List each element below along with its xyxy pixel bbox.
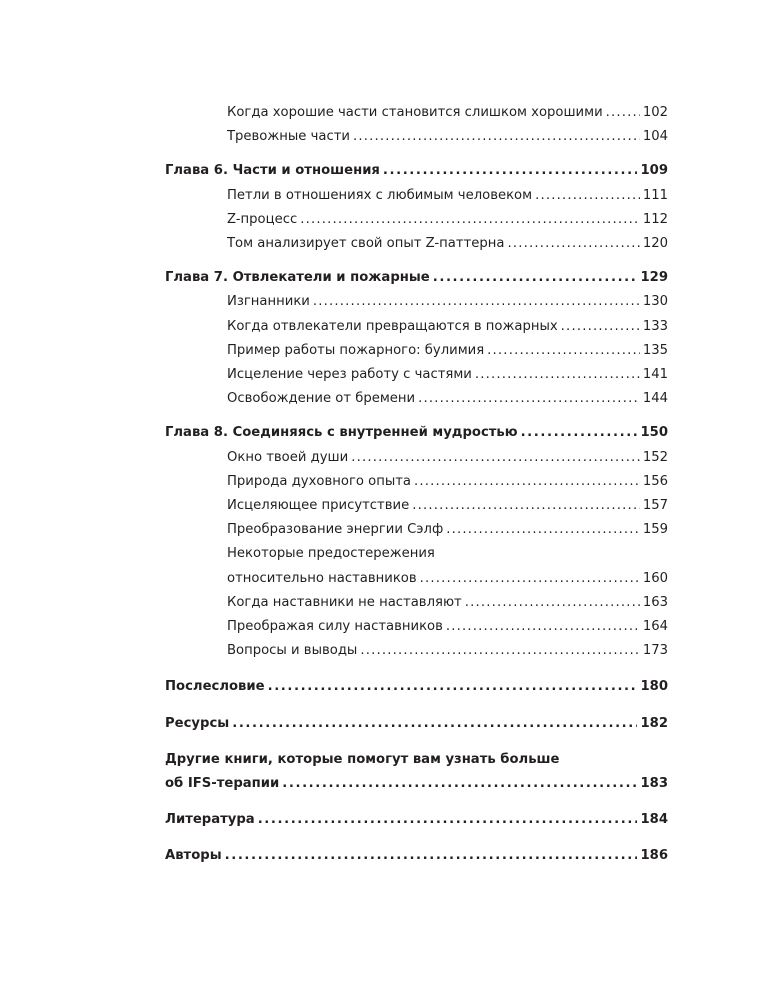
toc-entry[interactable] xyxy=(165,315,668,339)
toc-entry-title: Преобразование энергии Сэлф xyxy=(227,522,444,538)
toc-entry-title: Преображая силу наставников xyxy=(227,619,443,635)
dot-leader xyxy=(225,844,638,868)
toc-entry-line1-row xyxy=(227,542,668,566)
toc-entry[interactable] xyxy=(165,232,668,256)
toc-entry-page: 112 xyxy=(642,211,668,227)
toc-entry-page: 104 xyxy=(642,129,668,145)
dot-leader xyxy=(535,184,640,208)
toc-chapter-page: 183 xyxy=(640,776,668,792)
toc-entry[interactable] xyxy=(165,290,668,314)
toc-entry-title: Исцеление через работу с частями xyxy=(227,367,472,383)
toc-chapter-page: 150 xyxy=(640,425,668,441)
toc-chapter-multiline[interactable] xyxy=(165,748,668,796)
toc-entry[interactable] xyxy=(165,446,668,470)
toc-entry-title: Z-процесс xyxy=(227,211,298,227)
toc-chapter-title: Литература xyxy=(165,812,255,828)
toc-chapter[interactable] xyxy=(165,808,668,832)
toc-entry[interactable] xyxy=(165,518,668,542)
toc-chapter-line1-row xyxy=(165,748,668,772)
toc-entry-page: 130 xyxy=(642,294,668,310)
toc-chapter-page: 180 xyxy=(640,679,668,695)
toc-entry-title: Окно твоей души xyxy=(227,449,349,465)
toc-chapter-title: Ресурсы xyxy=(165,715,230,731)
table-of-contents xyxy=(165,101,668,869)
toc-chapter[interactable] xyxy=(165,712,668,736)
toc-entry-title: Освобождение от бремени xyxy=(227,391,416,407)
toc-entry-title: Исцеляющее присутствие xyxy=(227,498,410,514)
toc-entry[interactable] xyxy=(165,363,668,387)
toc-entry-page: 163 xyxy=(642,594,668,610)
toc-chapter[interactable] xyxy=(165,421,668,445)
toc-entry-page: 152 xyxy=(642,449,668,465)
toc-entry-page: 141 xyxy=(642,367,668,383)
toc-entry-page: 159 xyxy=(642,522,668,538)
toc-chapter-page: 186 xyxy=(640,848,668,864)
toc-entry[interactable] xyxy=(165,494,668,518)
toc-entry-page: 173 xyxy=(642,643,668,659)
toc-entry-page: 157 xyxy=(642,498,668,514)
dot-leader xyxy=(465,591,640,615)
toc-chapter-title-line2: об IFS-терапии xyxy=(165,776,280,792)
toc-entry[interactable] xyxy=(165,639,668,663)
toc-entry-title: Когда хорошие части становится слишком хорошими xyxy=(227,105,603,120)
toc-entry-multiline[interactable] xyxy=(165,542,668,590)
dot-leader xyxy=(232,712,637,736)
dot-leader xyxy=(414,470,640,494)
toc-entry-title: Когда наставники не наставляют xyxy=(227,594,462,610)
toc-entry-page: 120 xyxy=(642,236,668,252)
toc-entry-page: 133 xyxy=(642,318,668,334)
dot-leader xyxy=(360,639,639,663)
toc-entry-page: 135 xyxy=(642,342,668,358)
dot-leader xyxy=(383,159,638,183)
toc-chapter[interactable] xyxy=(165,266,668,290)
dot-leader xyxy=(418,387,640,411)
toc-entry-title-line2: относительно наставников xyxy=(227,570,417,586)
toc-entry[interactable] xyxy=(165,101,668,125)
toc-entry-title: Вопросы и выводы xyxy=(227,643,358,659)
toc-entry-title: Изгнанники xyxy=(227,294,310,310)
toc-entry-page: 156 xyxy=(642,473,668,489)
dot-leader xyxy=(268,675,638,699)
dot-leader xyxy=(507,232,639,256)
dot-leader xyxy=(282,772,637,796)
toc-chapter-title: Авторы xyxy=(165,848,222,864)
dot-leader xyxy=(475,363,640,387)
toc-chapter[interactable] xyxy=(165,675,668,699)
toc-chapter-title: Глава 7. Отвлекатели и пожарные xyxy=(165,270,430,286)
dot-leader xyxy=(446,518,640,542)
dot-leader xyxy=(313,290,640,314)
toc-entry[interactable] xyxy=(165,339,668,363)
toc-entry-page: 164 xyxy=(642,619,668,635)
dot-leader xyxy=(606,101,640,125)
dot-leader xyxy=(353,125,640,149)
toc-entry[interactable] xyxy=(165,184,668,208)
toc-entry-title: Природа духовного опыта xyxy=(227,473,412,489)
toc-chapter-page: 184 xyxy=(640,812,668,828)
dot-leader xyxy=(420,567,640,591)
dot-leader xyxy=(433,266,638,290)
toc-entry[interactable] xyxy=(165,208,668,232)
toc-chapter-page: 182 xyxy=(640,715,668,731)
toc-entry[interactable] xyxy=(165,591,668,615)
toc-entry-page: 160 xyxy=(642,570,668,586)
toc-entry-title: Когда отвлекатели превращаются в пожарных xyxy=(227,318,558,334)
toc-entry[interactable] xyxy=(165,125,668,149)
toc-entry-page: 102 xyxy=(642,105,668,120)
toc-entry-title: Петли в отношениях с любимым человеком xyxy=(227,187,533,203)
dot-leader xyxy=(258,808,638,832)
toc-chapter-title: Глава 8. Соединяясь с внутренней мудростью xyxy=(165,425,518,441)
toc-chapter-line2-row xyxy=(165,772,668,796)
toc-chapter-page: 109 xyxy=(640,163,668,179)
toc-entry[interactable] xyxy=(165,387,668,411)
dot-leader xyxy=(300,208,640,232)
toc-entry-title: Тревожные части xyxy=(227,129,350,145)
dot-leader xyxy=(412,494,640,518)
dot-leader xyxy=(521,421,638,445)
toc-chapter-title-line1: Другие книги, которые помогут вам узнать больше xyxy=(165,751,560,767)
toc-chapter[interactable] xyxy=(165,159,668,183)
toc-chapter-title: Глава 6. Части и отношения xyxy=(165,163,380,179)
toc-chapter-page: 129 xyxy=(640,270,668,286)
toc-chapter-title: Послесловие xyxy=(165,679,265,695)
toc-entry-title: Пример работы пожарного: булимия xyxy=(227,342,485,358)
dot-leader xyxy=(351,446,640,470)
toc-chapter[interactable] xyxy=(165,844,668,868)
toc-entry-page: 144 xyxy=(642,391,668,407)
toc-entry-title-line1: Некоторые предостережения xyxy=(227,546,435,562)
toc-entry[interactable] xyxy=(165,470,668,494)
toc-entry-title: Том анализирует свой опыт Z-паттерна xyxy=(227,236,505,252)
toc-entry-line2-row xyxy=(227,567,668,591)
dot-leader xyxy=(487,339,640,363)
dot-leader xyxy=(446,615,640,639)
toc-entry-page: 111 xyxy=(642,187,668,203)
dot-leader xyxy=(561,315,640,339)
toc-entry[interactable] xyxy=(165,615,668,639)
